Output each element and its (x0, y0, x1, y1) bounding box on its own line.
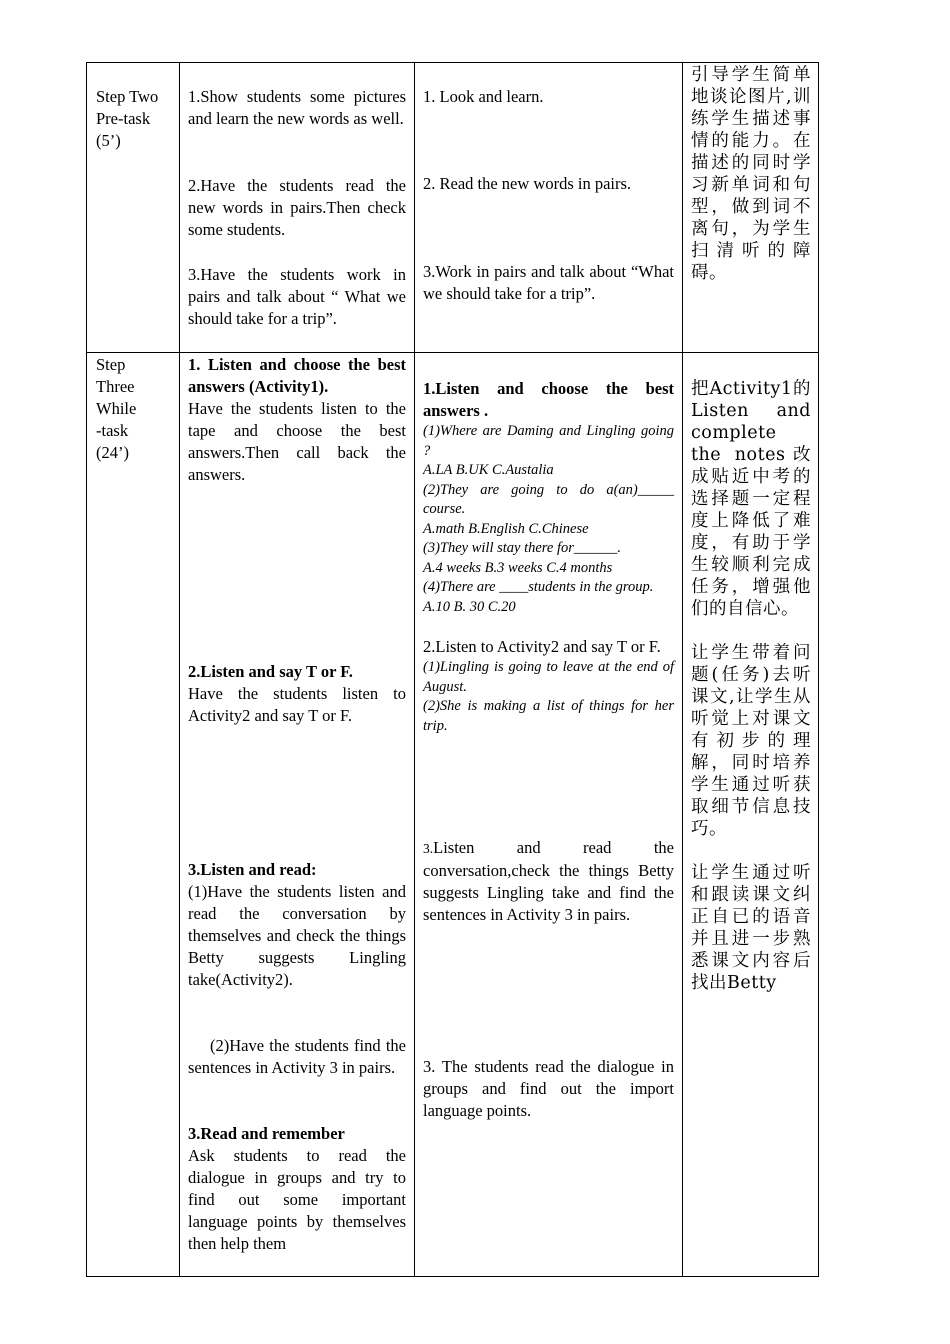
student-block-c (423, 837, 674, 926)
table-border-right (818, 62, 819, 1277)
statement-1: (1)Lingling is going to leave at the end of August. (423, 659, 674, 695)
table-border-top (86, 62, 819, 63)
teacher-block-c-body2: (2)Have the students find the sentences in Activity 3 in pairs. (188, 1036, 406, 1077)
teacher-block-a (188, 354, 406, 486)
question-2-options: A.math B.English C.Chinese (423, 520, 589, 537)
table-border-left (86, 62, 87, 1277)
teacher-block-c2 (188, 1035, 406, 1079)
teacher-block-b (188, 661, 406, 727)
question-3: (3)They will stay there for______. (423, 540, 622, 556)
teacher-block-b-body: Have the students listen to Activity2 and say T or F. (188, 684, 406, 725)
teacher-activity-2: 2.Have the students read the new words in pairs.Then check some students. (188, 176, 406, 239)
purpose-text-1: 把Activity1的Listen and complete the notes改成贴近中考的选择题一定程度上降低了难度，有助于学生较顺利完成任务，增强他们的自信心。 (691, 379, 811, 619)
student-block-d-text: 3. The students read the dialogue in groups and find out the import language points. (423, 1057, 674, 1120)
student-activity-2: 2. Read the new words in pairs. (423, 174, 632, 193)
teacher-block-b-title: 2.Listen and say T or F. (188, 662, 353, 681)
teacher-block-a-title: 1. Listen and choose the best answers (Activity1). (188, 355, 406, 396)
question-1-options: A.LA B.UK C.Austalia (423, 462, 554, 478)
teacher-block-c-title: 3.Listen and read: (188, 860, 317, 879)
question-4: (4)There are ____students in the group. (423, 579, 654, 595)
table-row-divider (86, 352, 819, 353)
purpose-text: 引导学生简单地谈论图片,训练学生描述事情的能力。在描述的同时学习新单词和句型，做到词不离句，为学生扫清听的障碍。 (691, 65, 811, 283)
student-block-b (423, 636, 674, 736)
teacher-activity-3: 3.Have the students work in pairs and talk about “ What we should take for a trip”. (188, 265, 406, 328)
step-phase-sub: While (96, 399, 137, 418)
teacher-block-d-title: 3.Read and remember (188, 1124, 345, 1143)
student-activity-1: 1. Look and learn. (423, 87, 544, 106)
step-time: (24’) (96, 443, 129, 462)
statement-2: (2)She is making a list of things for her trip. (423, 698, 674, 734)
teacher-activity-1: 1.Show students some pictures and learn the new words as well. (188, 87, 406, 128)
teacher-block-c-body1: (1)Have the students listen and read the conversation by themselves and check the things Betty suggests Lingling take(Activity2). (188, 882, 406, 989)
question-4-options: A.10 B. 30 C.20 (423, 598, 516, 615)
student-block-c-number: 3. (423, 841, 434, 856)
teacher-block-d (188, 1123, 406, 1255)
student-block-c-text (423, 837, 674, 926)
student-block-b-title: 2.Listen to Activity2 and say T or F. (423, 637, 661, 656)
question-2: (2)They are going to do a(an)_____ course. (423, 481, 674, 517)
student-activity-3: 3.Work in pairs and talk about “What we should take for a trip”. (423, 262, 674, 303)
teacher-block-c (188, 859, 406, 991)
table-col-divider-3 (682, 62, 683, 1277)
row1-step-cell (96, 86, 176, 152)
step-label: Step (96, 355, 126, 374)
tf-statements (423, 658, 674, 736)
step-phase: Pre-task (96, 109, 151, 128)
row2-step-cell (96, 354, 176, 464)
purpose-text-2: 让学生带着问题(任务)去听课文,让学生从听觉上对课文有初步的理解，同时培养学生通过听获取细节信息技巧。 (691, 643, 811, 839)
choice-questions (423, 422, 674, 617)
student-block-a (423, 378, 674, 617)
step-phase-sub2: -task (96, 421, 129, 440)
student-block-c-body: Listen and read the conversation,check the things Betty suggests Lingling take and find the sentences in Activity 3 in pairs. (423, 838, 674, 924)
question-1: (1)Where are Daming and Lingling going ? (423, 423, 674, 459)
step-time: (5’) (96, 131, 121, 150)
student-block-a-title: 1.Listen and choose the best answers . (423, 379, 674, 420)
teacher-block-d-body: Ask students to read the dialogue in groups and try to find out some important language points by themselves then help them (188, 1146, 406, 1253)
row1-purpose-cell (691, 64, 811, 284)
table-col-divider-1 (179, 62, 180, 1277)
question-3-options: A.4 weeks B.3 weeks C.4 months (423, 559, 613, 576)
teacher-block-a-body: Have the students listen to the tape and choose the best answers.Then call back the answers. (188, 399, 406, 484)
table-border-bottom (86, 1276, 819, 1277)
step-label: Step Two (96, 87, 159, 106)
step-phase: Three (96, 377, 135, 396)
purpose-text-3: 让学生通过听和跟读课文纠正自已的语音并且进一步熟悉课文内容后找出Betty (691, 863, 811, 993)
student-block-d (423, 1056, 674, 1122)
table-col-divider-2 (414, 62, 415, 1277)
